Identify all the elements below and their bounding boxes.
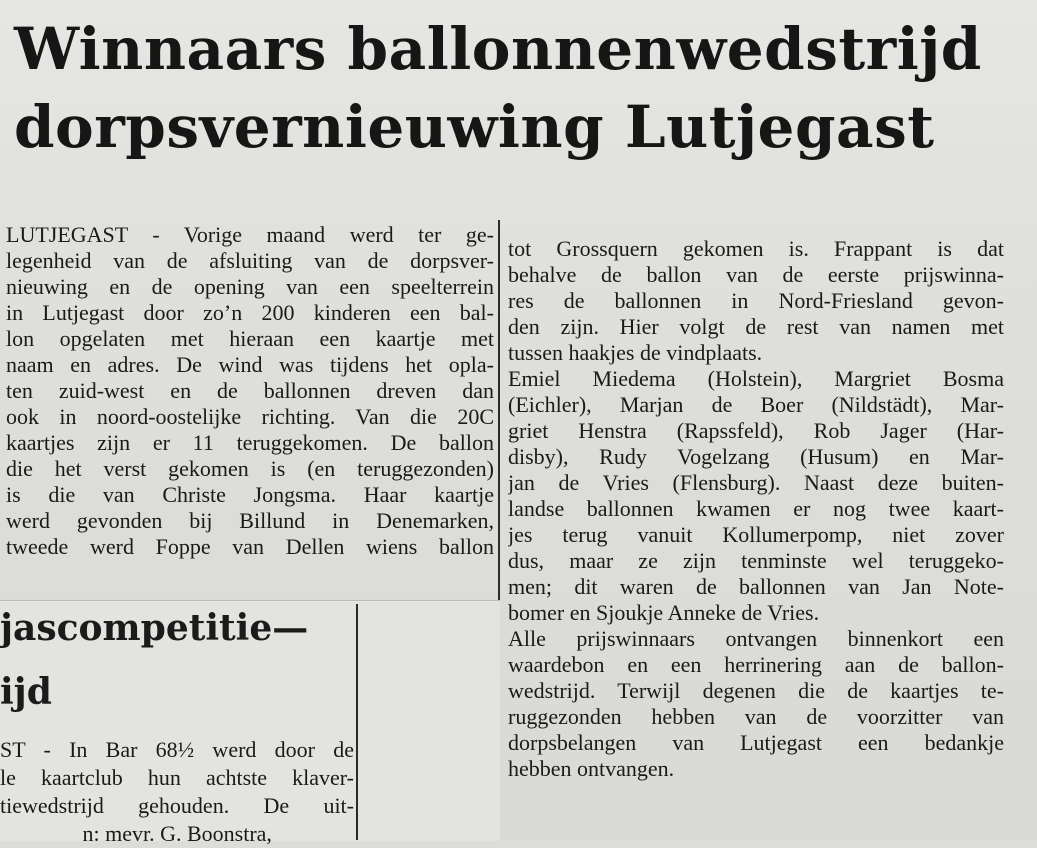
article-line: legenheid van de afsluiting van de dorpsver- <box>6 248 494 273</box>
article-line: landse ballonnen kwamen er nog twee kaart- <box>508 496 1004 521</box>
article-line: wedstrijd. Terwijl degenen die de kaartjes te- <box>508 678 1004 703</box>
article-line: is die van Christe Jongsma. Haar kaartje <box>6 482 494 507</box>
article-line: nieuwing en de opening van een speelterrein <box>6 274 494 299</box>
article-line: jan de Vries (Flensburg). Naast deze buiten- <box>508 470 1004 495</box>
article-left-column <box>6 222 494 560</box>
second-article-headline-line-2: ijd <box>0 671 52 713</box>
article-line: Emiel Miedema (Holstein), Margriet Bosma <box>508 366 1004 391</box>
second-article-line: n: mevr. G. Boonstra, <box>0 821 272 846</box>
overlapping-clipping-divider <box>356 604 358 840</box>
article-line: tussen haakjes de vindplaats. <box>508 340 763 365</box>
article-right-column <box>508 236 1004 782</box>
article-line: die het verst gekomen is (en teruggezonden) <box>6 456 494 481</box>
article-line: griet Henstra (Rapssfeld), Rob Jager (Har- <box>508 418 1004 443</box>
article-line: kaartjes zijn er 11 teruggekomen. De ballon <box>6 430 494 455</box>
article-line: men; dit waren de ballonnen van Jan Note- <box>508 574 1004 599</box>
article-line: Alle prijswinnaars ontvangen binnenkort een <box>508 626 1004 651</box>
article-line: disby), Rudy Vogelzang (Husum) en Mar- <box>508 444 1004 469</box>
article-line: ook in noord-oostelijke richting. Van die 20C <box>6 404 494 429</box>
article-line: ruggezonden hebben van de voorzitter van <box>508 704 1004 729</box>
headline-line-2: dorpsvernieuwing Lutjegast <box>14 93 935 161</box>
article-line: ten zuid-west en de ballonnen dreven dan <box>6 378 494 403</box>
second-article-line: le kaartclub hun achtste klaver- <box>0 765 354 790</box>
article-line: in Lutjegast door zo’n 200 kinderen een bal- <box>6 300 494 325</box>
article-line: waardebon en een herrinering aan de ballon- <box>508 652 1004 677</box>
second-article-headline-line-1: jascompetitie— <box>0 607 309 649</box>
article-line: (Eichler), Marjan de Boer (Nildstädt), Mar- <box>508 392 1004 417</box>
second-article-body <box>0 736 354 848</box>
article-line: tweede werd Foppe van Dellen wiens ballon <box>6 534 494 559</box>
article-line: den zijn. Hier volgt de rest van namen met <box>508 314 1004 339</box>
article-line: bomer en Sjoukje Anneke de Vries. <box>508 600 820 625</box>
article-line: jes terug vanuit Kollumerpomp, niet zover <box>508 522 1004 547</box>
article-line: LUTJEGAST - Vorige maand werd ter ge- <box>6 222 494 247</box>
article-line: lon opgelaten met hieraan een kaartje met <box>6 326 494 351</box>
article-line: dorpsbelangen van Lutjegast een bedankje <box>508 730 1004 755</box>
article-line: res de ballonnen in Nord-Friesland gevon- <box>508 288 1004 313</box>
headline-line-1: Winnaars ballonnenwedstrijd <box>14 15 982 83</box>
article-line: tot Grossquern gekomen is. Frappant is dat <box>508 236 1004 261</box>
second-article-line: tiewedstrijd gehouden. De uit- <box>0 793 354 818</box>
article-line: naam en adres. De wind was tijdens het opla- <box>6 352 494 377</box>
article-line: werd gevonden bij Billund in Denemarken, <box>6 508 494 533</box>
second-article-line: ST - In Bar 68½ werd door de <box>0 737 354 762</box>
article-line: dus, maar ze zijn tenminste wel teruggeko- <box>508 548 1004 573</box>
article-line: behalve de ballon van de eerste prijswinna- <box>508 262 1004 287</box>
article-line: hebben ontvangen. <box>508 756 675 781</box>
